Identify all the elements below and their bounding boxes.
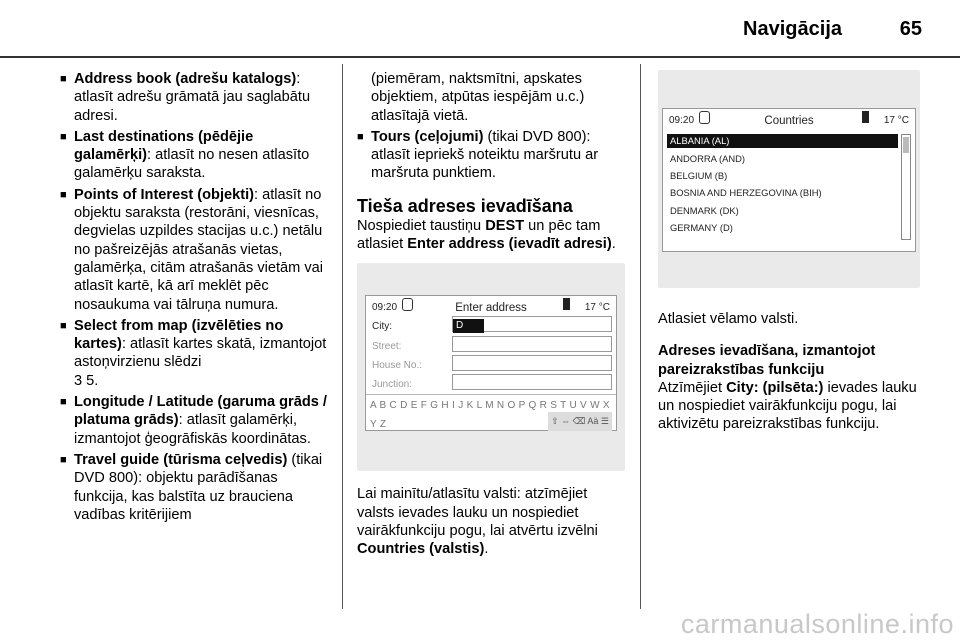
city-row[interactable] bbox=[372, 318, 392, 333]
city-label: City: bbox=[372, 321, 392, 333]
field-term: City: (pilsēta:) bbox=[726, 379, 824, 396]
temperature: 17 °C bbox=[883, 115, 909, 126]
house-row[interactable] bbox=[372, 357, 422, 372]
list-item bbox=[60, 451, 330, 524]
header-rule bbox=[0, 56, 960, 58]
body-paragraph bbox=[658, 379, 920, 434]
menu-term: Enter address (ievadīt adresi) bbox=[407, 236, 612, 253]
text: Atzīmējiet bbox=[658, 379, 727, 396]
item-text: : atlasīt no objektu saraksta (restorāni, viesnīcas, degvielas uzpildes stacijas u.c.) netālu no pašreizējās atrašanās vietas, galamērķa, citām atrašanās vietām vai atlasīt kartē, kā arī meklēt pēc nosaukuma vai tālruņa numura. bbox=[74, 186, 324, 313]
section-heading: Tieša adreses ievadīšana bbox=[357, 195, 573, 216]
key-name: DEST bbox=[485, 217, 525, 234]
house-label: House No.: bbox=[372, 360, 423, 372]
item-text: (tikai DVD 800): objektu parādīšanas funkcija, kas balstīta uz brauciena vadības kritērijiem bbox=[74, 451, 323, 523]
country-item[interactable]: DENMARK (DK) bbox=[670, 205, 739, 216]
page-number: 65 bbox=[899, 18, 922, 40]
screen-title: Countries bbox=[764, 115, 814, 127]
subsection-heading: Adreses ievadīšana, izmantojot pareizrakstības funkciju bbox=[658, 343, 876, 378]
scrollbar[interactable] bbox=[901, 134, 911, 240]
countries-screenshot bbox=[658, 70, 920, 288]
item-text: : atlasīt galamērķi, izmantojot ģeogrāfiskās koordinātas. bbox=[74, 412, 311, 447]
item-term: Points of Interest (objekti) bbox=[74, 186, 254, 203]
scrollbar-thumb[interactable] bbox=[903, 137, 909, 153]
screen-status-bar bbox=[366, 296, 616, 314]
list-item-continued: (piemēram, naktsmītni, apskates objektiem, atpūtas iespējām u.c.) atlasītajā vietā. bbox=[371, 71, 585, 124]
screen-status-bar bbox=[663, 109, 915, 127]
letter-keyboard[interactable]: A B C D E F G H I J K L M N O P Q R S T U V W X Y Z bbox=[370, 400, 610, 430]
caption: Atlasiet vēlamo valsti. bbox=[658, 311, 799, 327]
house-field[interactable] bbox=[452, 355, 612, 371]
item-term: Travel guide (tūrisma ceļvedis) bbox=[74, 451, 288, 468]
list-item bbox=[60, 317, 330, 390]
list-item bbox=[60, 186, 330, 314]
page-header bbox=[0, 0, 960, 56]
street-field[interactable] bbox=[452, 336, 612, 352]
thermometer-icon bbox=[862, 111, 869, 123]
column-1 bbox=[60, 70, 330, 527]
enter-address-screenshot bbox=[357, 263, 625, 471]
thermometer-icon bbox=[563, 298, 570, 310]
text: ievades lauku un nospiediet vairākfunkciju pogu, lai aktivizētu pareizrakstības funkciju. bbox=[658, 379, 917, 433]
item-text: : atlasīt adrešu grāmatā jau saglabātu adresi. bbox=[74, 71, 311, 124]
item-text: (tikai DVD 800): atlasīt iepriekš noteiktu maršrutu ar maršruta punktiem. bbox=[371, 128, 599, 182]
text: un pēc tam atlasiet bbox=[357, 217, 601, 253]
keyboard-control-keys[interactable]: ⇧ ⇔ ⌫ Aä ☰ bbox=[548, 412, 612, 430]
watermark: carmanualsonline.info bbox=[680, 609, 954, 639]
item-term: Address book (adrešu katalogs) bbox=[74, 71, 297, 87]
menu-term: Countries (valstis) bbox=[357, 541, 485, 558]
list-item bbox=[60, 128, 330, 183]
clock: 09:20 bbox=[372, 302, 398, 314]
junction-row[interactable] bbox=[372, 376, 412, 391]
device-screen bbox=[662, 108, 916, 252]
text: . bbox=[611, 236, 616, 253]
city-value: D bbox=[453, 319, 484, 333]
column-divider-1 bbox=[342, 64, 343, 609]
list-item bbox=[60, 70, 330, 125]
item-text: : atlasīt no nesen atlasīto galamērķu saraksta. bbox=[74, 147, 310, 182]
divider bbox=[366, 394, 616, 395]
text: Nospiediet taustiņu bbox=[357, 217, 486, 234]
item-text: : atlasīt kartes skatā, izmantojot astoņvirzienu slēdzi bbox=[74, 336, 327, 371]
item-term: Longitude / Latitude (garuma grāds / platuma grāds) bbox=[74, 394, 327, 429]
list-item bbox=[60, 393, 330, 448]
column-divider-2 bbox=[640, 64, 641, 609]
junction-label: Junction: bbox=[372, 379, 413, 391]
screen-title: Enter address bbox=[455, 302, 527, 315]
country-item[interactable]: BOSNIA AND HERZEGOVINA (BIH) bbox=[670, 187, 822, 198]
intro-paragraph bbox=[357, 217, 625, 254]
country-item[interactable]: BELGIUM (B) bbox=[670, 170, 728, 181]
clock: 09:20 bbox=[669, 115, 695, 126]
text: . bbox=[484, 541, 489, 558]
item-term: Select from map (izvēlēties no kartes) bbox=[74, 317, 284, 353]
instruction-paragraph bbox=[357, 485, 625, 558]
junction-field[interactable] bbox=[452, 374, 612, 390]
street-label: Street: bbox=[372, 341, 402, 353]
page-reference: 3 5. bbox=[74, 372, 99, 389]
country-item[interactable]: ANDORRA (AND) bbox=[670, 153, 746, 164]
temperature: 17 °C bbox=[584, 302, 610, 314]
list-item bbox=[357, 128, 625, 183]
item-term: Tours (ceļojumi) bbox=[371, 128, 484, 145]
city-field[interactable] bbox=[452, 316, 612, 332]
text: Lai mainītu/atlasītu valsti: atzīmējiet valsts ievades lauku un nospiediet vairākfunkciju pogu, lai atvērtu izvēlni bbox=[357, 486, 598, 539]
item-term: Last destinations (pēdējie galamērķi) bbox=[74, 128, 254, 164]
device-screen bbox=[365, 295, 617, 431]
column-2 bbox=[357, 70, 625, 559]
column-3 bbox=[658, 70, 920, 434]
page-title: Navigācija bbox=[743, 18, 842, 40]
country-item[interactable]: ALBANIA (AL) bbox=[667, 134, 898, 148]
street-row[interactable] bbox=[372, 338, 401, 353]
country-item[interactable]: GERMANY (D) bbox=[670, 222, 733, 233]
